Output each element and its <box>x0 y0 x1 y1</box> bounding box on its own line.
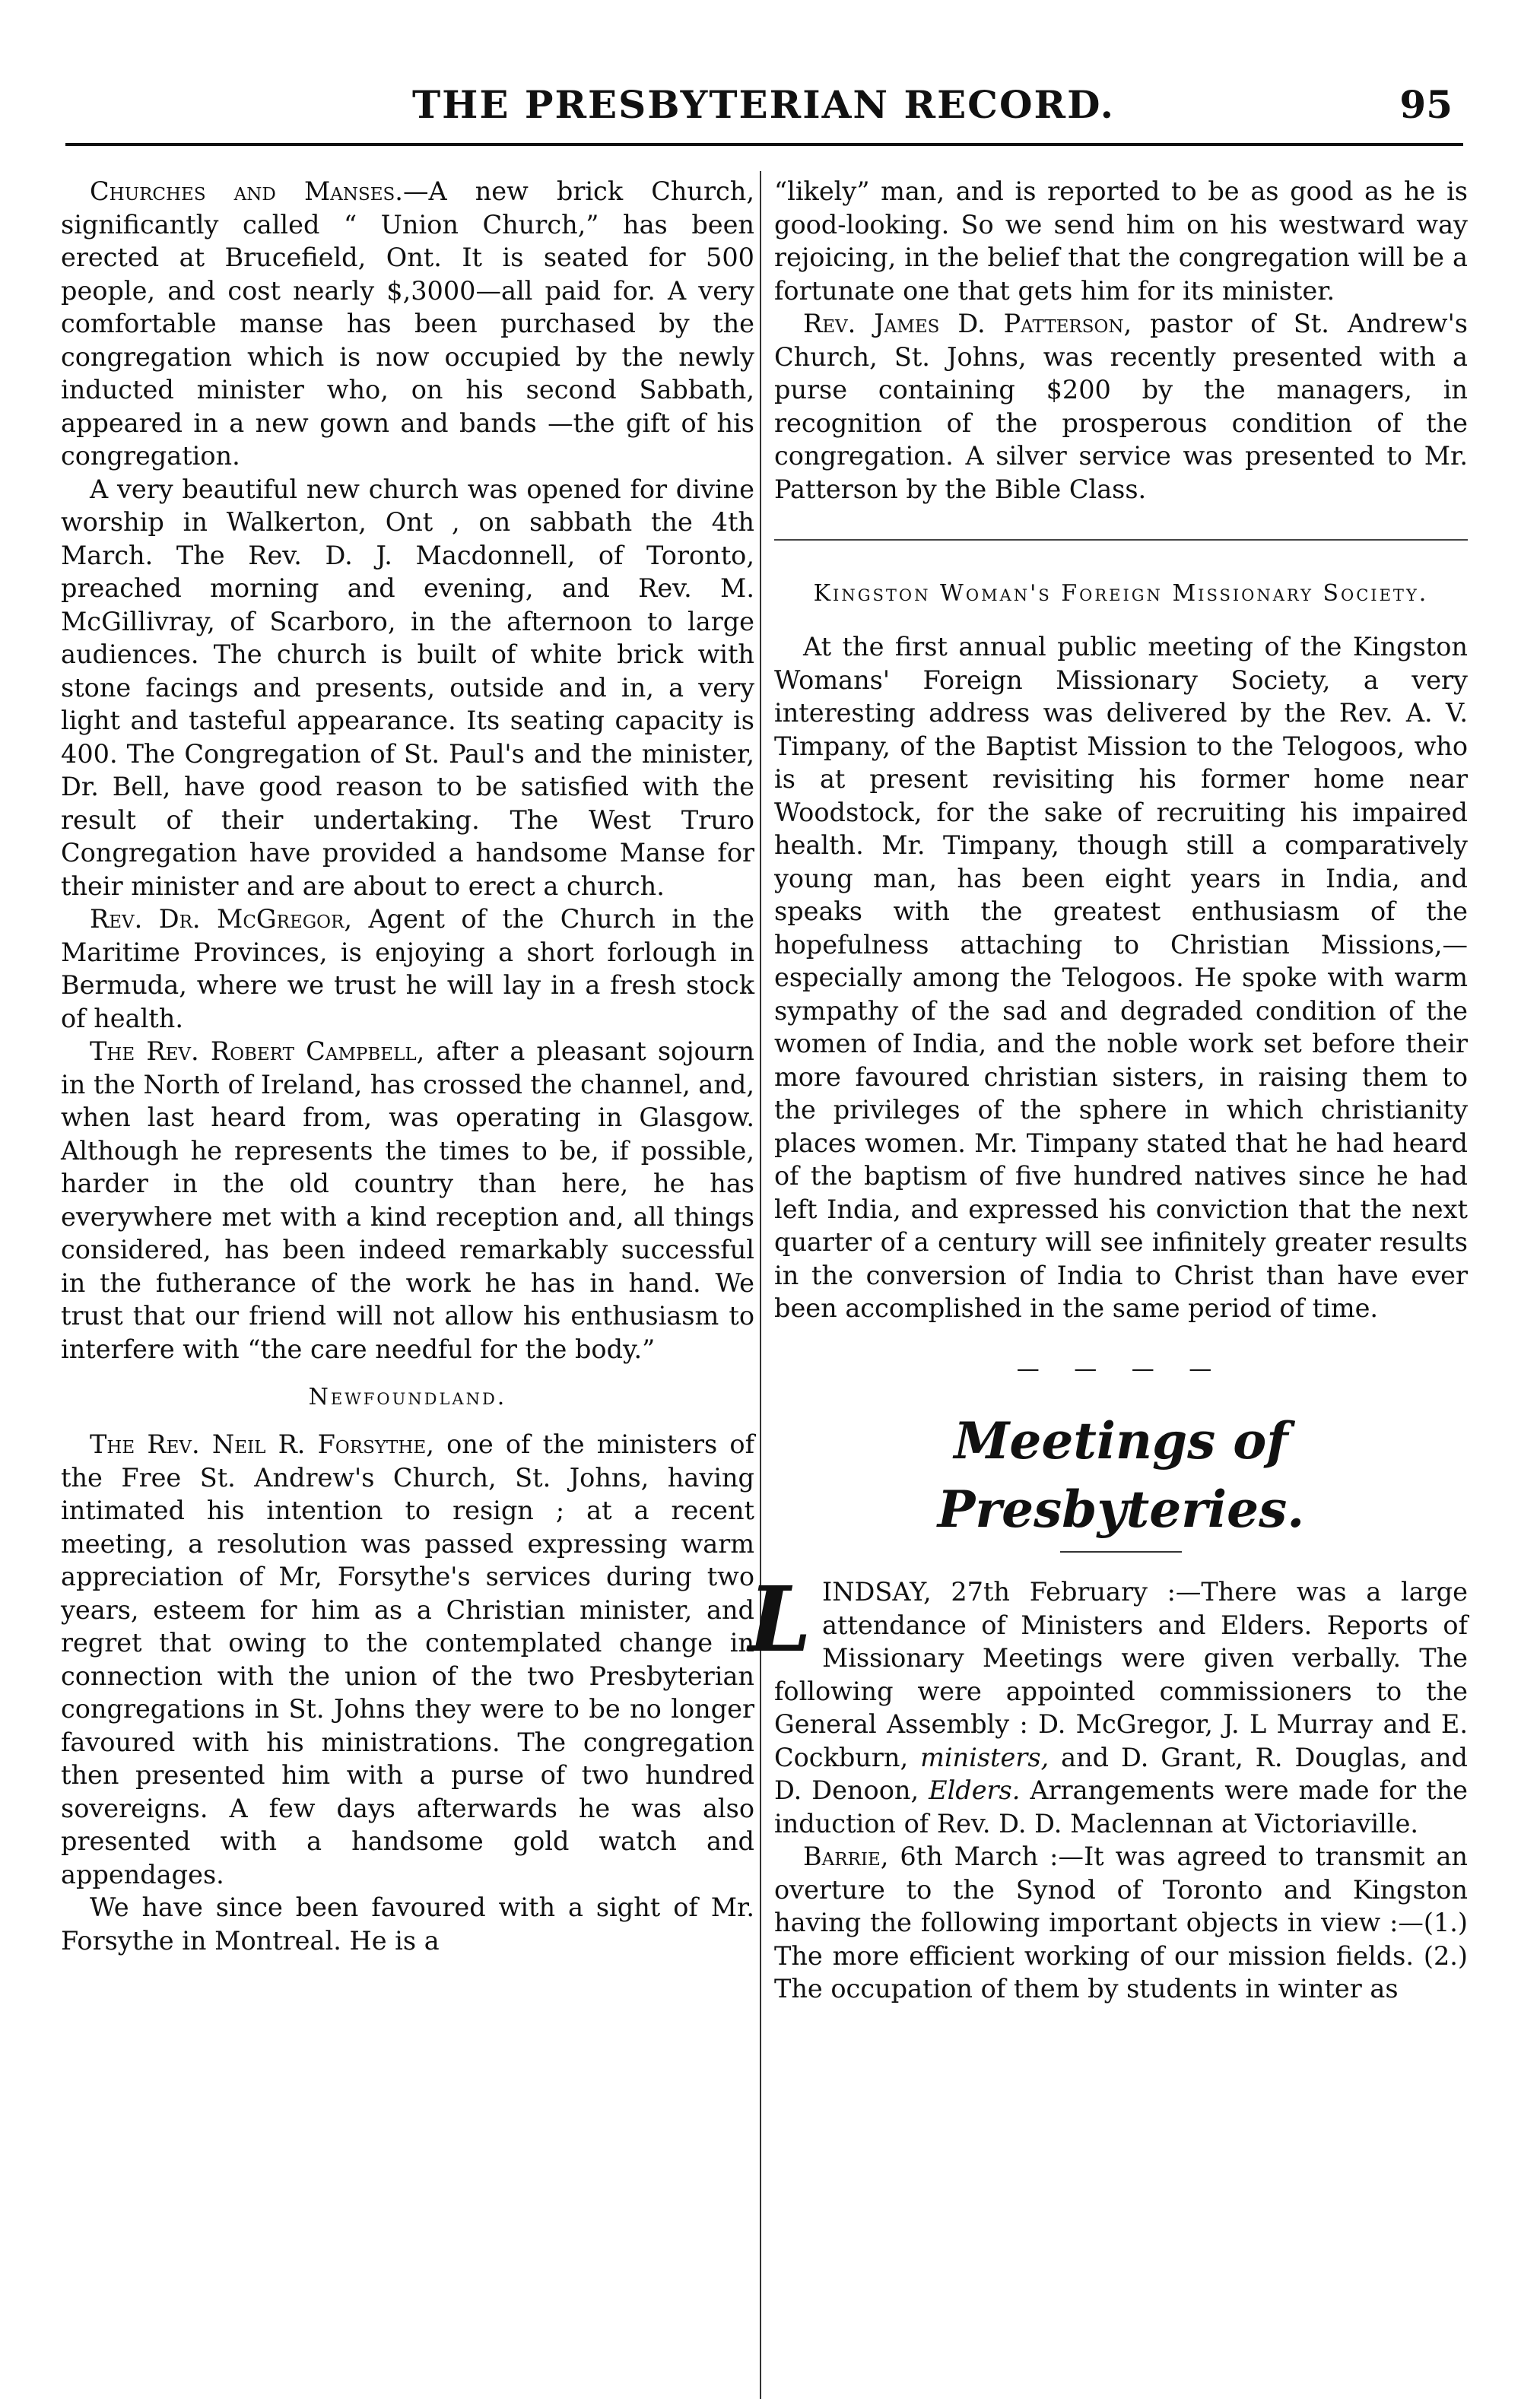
paragraph-lead: Rev. Dr. McGregor, <box>90 904 352 934</box>
drop-cap: L <box>748 1566 811 1672</box>
paragraph-lead: The Rev. Neil R. Forsythe, <box>90 1429 434 1459</box>
header-rule <box>65 143 1463 146</box>
paragraph-patterson <box>774 307 1468 506</box>
paragraph-text: 6th March :—It was agreed to transmit an overture to the Synod of Toronto and Kingston having the following important objects in view :—(1.) The more efficient working of our mission fields. (2.) The occupation of them by students in winter as <box>774 1842 1468 2003</box>
paragraph-forsythe-montreal: We have since been favoured with a sight of Mr. Forsythe in Montreal. He is a <box>61 1892 754 1956</box>
paragraph-lead: Rev. James D. Patterson, <box>803 309 1132 338</box>
column-rule <box>760 171 761 2399</box>
paragraph-lindsay <box>748 1566 1468 1840</box>
section-heading-kingston: Kingston Woman's Foreign Missionary Society. <box>813 580 1429 607</box>
left-column <box>61 175 754 2387</box>
paragraph-walkerton-church: A very beautiful new church was opened for divine worship in Walkerton, Ont , on sabbath the 4th March. The Rev. D. J. Macdonnell, of Toronto, preached morning and evening, and Rev. M. McGillivray, of Scarboro, in the afternoon to large audiences. The church is built of white brick with stone facings and presents, outside and in, a very light and tasteful appearance. Its seating capacity is 400. The Congregation of St. Paul's and the minister, Dr. Bell, have good reason to be satisfied with the result of their undertaking. The West Truro Congregation have provided a handsome Manse for their minister and are about to erect a church. <box>61 474 754 901</box>
paragraph-text: and D. Grant, R. Douglas, and D. Denoon, <box>774 1742 1468 1805</box>
paragraph-lead: Churches and Manses. <box>90 176 403 206</box>
paragraph-lead: The Rev. Robert Campbell, <box>90 1036 425 1066</box>
title-underline <box>1060 1551 1182 1553</box>
paragraph-text: INDSAY, 27th February :—There was a large attendance of Ministers and Elders. Reports of Missionary Meetings were given verbally. The following were appointed commissioners to the General Assembly : D. McGregor, J. L Murray and E. Cockburn, <box>774 1577 1468 1772</box>
meetings-of-presbyteries-title: Meetings of Presbyteries. <box>937 1411 1305 1539</box>
paragraph-barrie <box>774 1840 1468 2006</box>
paragraph-forsythe <box>61 1428 754 1891</box>
dash-separator: — — — — <box>1016 1355 1226 1382</box>
section-heading-newfoundland: Newfoundland. <box>308 1384 507 1410</box>
paragraph-likely-man: “likely” man, and is reported to be as good as he is good-looking. So we send him on his westward way rejoicing, in the belief that the congregation will be a fortunate one that gets him for its minister. <box>774 176 1468 306</box>
running-title: THE PRESBYTERIAN RECORD. <box>411 82 1116 127</box>
paragraph-lead: Barrie, <box>803 1842 889 1871</box>
paragraph-text: Agent of the Church in the Maritime Provinces, is enjoying a short forlough in Bermuda, where we trust he will lay in a fresh stock of health. <box>61 904 755 1033</box>
paragraph-kingston-meeting: At the first annual public meeting of the Kingston Womans' Foreign Missionary Society, a very interesting address was delivered by the Rev. A. V. Timpany, of the Baptist Mission to the Telogoos, who is at present revisiting his former home near Woodstock, for the sake of recruiting his impaired health. Mr. Timpany, though still a comparatively young man, has been eight years in India, and speaks with the greatest enthusiasm of the hopefulness attaching to Christian Missions,—especially among the Telogoos. He spoke with warm sympathy of the sad and degraded condition of the women of India, and the noble work set before their more favoured christian sisters, in raising them to the privileges of the sphere in which christianity places women. Mr. Timpany stated that he had heard of the baptism of five hundred natives since he had left India, and expressed his conviction that the next quarter of a century will see infinitely greater results in the conversion of India to Christ than have ever been accomplished in the same period of time. <box>774 632 1468 1323</box>
paragraph-churches-and-manses <box>61 175 754 473</box>
paragraph-mcgregor <box>61 903 754 1035</box>
paragraph-text: Arrangements were made for the induction of Rev. D. D. Maclennan at Victoriaville. <box>774 1775 1468 1839</box>
paragraph-text: —A new brick Church, significantly called “ Union Church,” has been erected at Brucefield, Ont. It is seated for 500 people, and cost nearly $,3000—all paid for. A very comfortable manse has been purchased by the congregation which is now occupied by the newly inducted minister who, on his second Sabbath, appeared in a new gown and bands —the gift of his congregation. <box>61 176 754 471</box>
page-header <box>67 53 1460 144</box>
paragraph-campbell <box>61 1035 754 1366</box>
italic-elders: Elders. <box>929 1775 1021 1805</box>
section-divider <box>774 539 1468 541</box>
italic-ministers: ministers, <box>920 1742 1049 1772</box>
page-number: 95 <box>1399 82 1453 127</box>
paragraph-text: pastor of St. Andrew's Church, St. Johns, was recently presented with a purse containing $200 by the managers, in recognition of the prosperous condition of the congregation. A silver service was presented to Mr. Patterson by the Bible Class. <box>774 309 1468 504</box>
right-column <box>748 175 1468 2387</box>
paragraph-text: after a pleasant sojourn in the North of Ireland, has crossed the channel, and, when last heard from, was operating in Glasgow. Although he represents the times to be, if possible, harder in the old country than here, he has everywhere met with a kind reception and, all things considered, has been indeed remarkably successful in the futherance of the work he has in hand. We trust that our friend will not allow his enthusiasm to interfere with “the care needful for the body.” <box>61 1036 755 1364</box>
paragraph-text: one of the ministers of the Free St. Andrew's Church, St. Johns, having intimated his intention to resign ; at a recent meeting, a resolution was passed expressing warm appreciation of Mr, Forsythe's services during two years, esteem for him as a Christian minister, and regret that owing to the contemplated change in connection with the union of the two Presbyterian congregations in St. Johns they were to be no longer favoured with his ministrations. The congregation then presented him with a purse of two hundred sovereigns. A few days afterwards he was also presented with a handsome gold watch and appendages. <box>61 1429 754 1889</box>
